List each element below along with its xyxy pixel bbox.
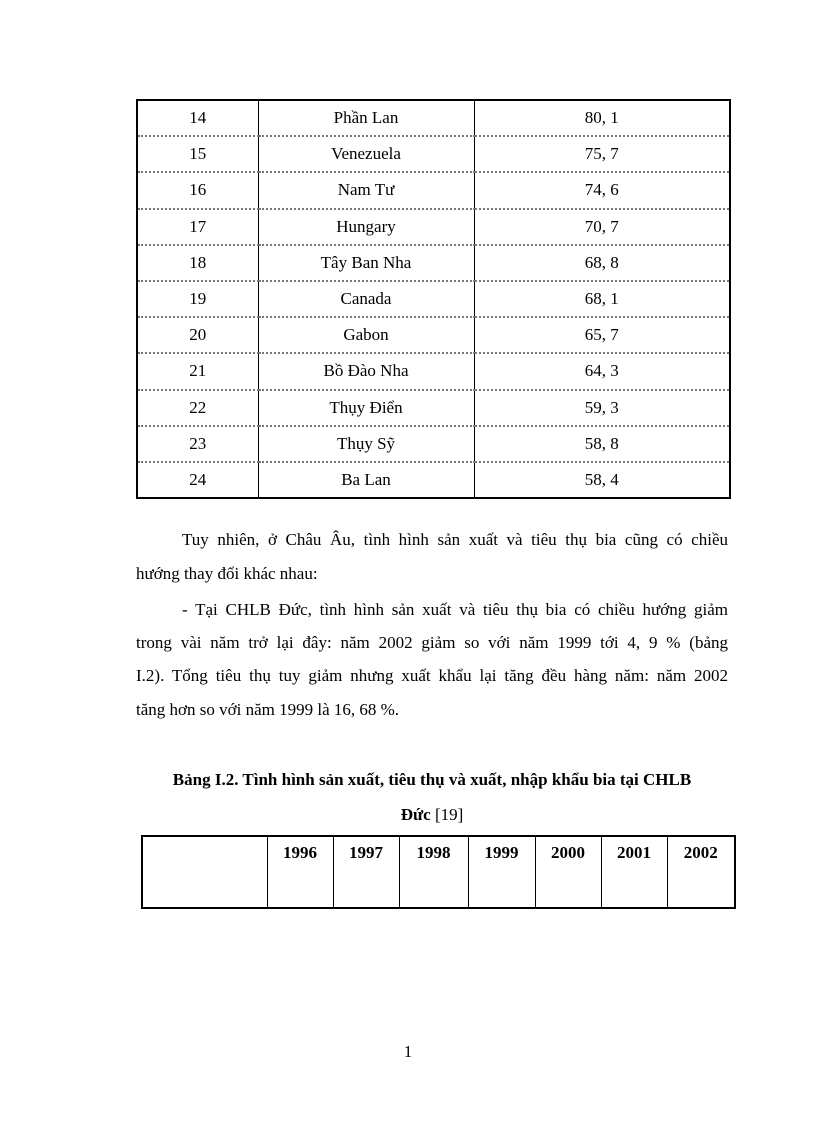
year-header-row <box>142 836 735 908</box>
country-cell: Canada <box>258 281 474 317</box>
row-number-cell: 20 <box>137 317 258 353</box>
row-number-cell: 17 <box>137 209 258 245</box>
country-cell: Bồ Đào Nha <box>258 353 474 389</box>
country-cell: Hungary <box>258 209 474 245</box>
paragraph-line: Tuy nhiên, ở Châu Âu, tình hình sản xuất và tiêu thụ bia cũng có chiều <box>182 530 728 549</box>
table-row <box>137 245 730 281</box>
row-number-cell: 15 <box>137 136 258 172</box>
row-number-cell: 14 <box>137 100 258 136</box>
row-number-cell: 19 <box>137 281 258 317</box>
value-cell: 58, 8 <box>474 426 730 462</box>
value-cell: 80, 1 <box>474 100 730 136</box>
caption-title: Bảng I.2. Tình hình sản xuất, tiêu thụ và xuất, nhập khẩu bia tại CHLB <box>172 770 692 789</box>
year-header-cell: 1997 <box>333 836 399 908</box>
table-row <box>137 353 730 389</box>
country-cell: Thụy Điển <box>258 390 474 426</box>
country-table <box>136 99 731 499</box>
table-row <box>137 426 730 462</box>
value-cell: 58, 4 <box>474 462 730 498</box>
header-corner-cell <box>142 836 267 908</box>
table-row <box>137 136 730 172</box>
year-header-cell: 2000 <box>535 836 601 908</box>
caption-line <box>136 770 728 790</box>
country-cell: Tây Ban Nha <box>258 245 474 281</box>
country-cell: Gabon <box>258 317 474 353</box>
paragraph-line: trong vài năm trở lại đây: năm 2002 giảm so với năm 1999 tới 4, 9 % (bảng <box>136 633 728 652</box>
year-header-cell: 1999 <box>468 836 535 908</box>
page-number: 1 <box>403 1042 413 1061</box>
table-row <box>137 390 730 426</box>
caption-country: Đức <box>400 805 431 824</box>
year-header-cell: 1996 <box>267 836 333 908</box>
paragraph-germany <box>136 600 728 730</box>
table-row <box>137 100 730 136</box>
paragraph-line: - Tại CHLB Đức, tình hình sản xuất và tiêu thụ bia có chiều hướng giảm <box>182 600 728 619</box>
value-cell: 64, 3 <box>474 353 730 389</box>
value-cell: 68, 8 <box>474 245 730 281</box>
row-number-cell: 24 <box>137 462 258 498</box>
table-row <box>137 172 730 208</box>
country-cell: Ba Lan <box>258 462 474 498</box>
germany-beer-table <box>141 835 736 909</box>
value-cell: 70, 7 <box>474 209 730 245</box>
table-row <box>137 462 730 498</box>
row-number-cell: 21 <box>137 353 258 389</box>
country-cell: Venezuela <box>258 136 474 172</box>
country-table-body <box>137 100 730 498</box>
country-cell: Phần Lan <box>258 100 474 136</box>
table-caption <box>136 770 728 830</box>
table-row <box>137 281 730 317</box>
country-cell: Nam Tư <box>258 172 474 208</box>
year-header-cell: 1998 <box>399 836 468 908</box>
caption-line <box>136 805 728 825</box>
year-header-cell: 2002 <box>667 836 735 908</box>
row-number-cell: 22 <box>137 390 258 426</box>
row-number-cell: 23 <box>137 426 258 462</box>
value-cell: 74, 6 <box>474 172 730 208</box>
value-cell: 75, 7 <box>474 136 730 172</box>
country-cell: Thụy Sỹ <box>258 426 474 462</box>
year-header-cell: 2001 <box>601 836 667 908</box>
table-row <box>137 317 730 353</box>
row-number-cell: 16 <box>137 172 258 208</box>
row-number-cell: 18 <box>137 245 258 281</box>
value-cell: 68, 1 <box>474 281 730 317</box>
caption-reference: [19] <box>430 805 464 824</box>
table-row <box>137 209 730 245</box>
paragraph-line: hướng thay đổi khác nhau: <box>136 564 318 583</box>
paragraph-line: I.2). Tổng tiêu thụ tuy giảm nhưng xuất khẩu lại tăng đều hàng năm: năm 2002 <box>136 666 728 685</box>
value-cell: 59, 3 <box>474 390 730 426</box>
paragraph-line: tăng hơn so với năm 1999 là 16, 68 %. <box>136 700 400 719</box>
value-cell: 65, 7 <box>474 317 730 353</box>
paragraph-europe-intro <box>136 530 728 590</box>
